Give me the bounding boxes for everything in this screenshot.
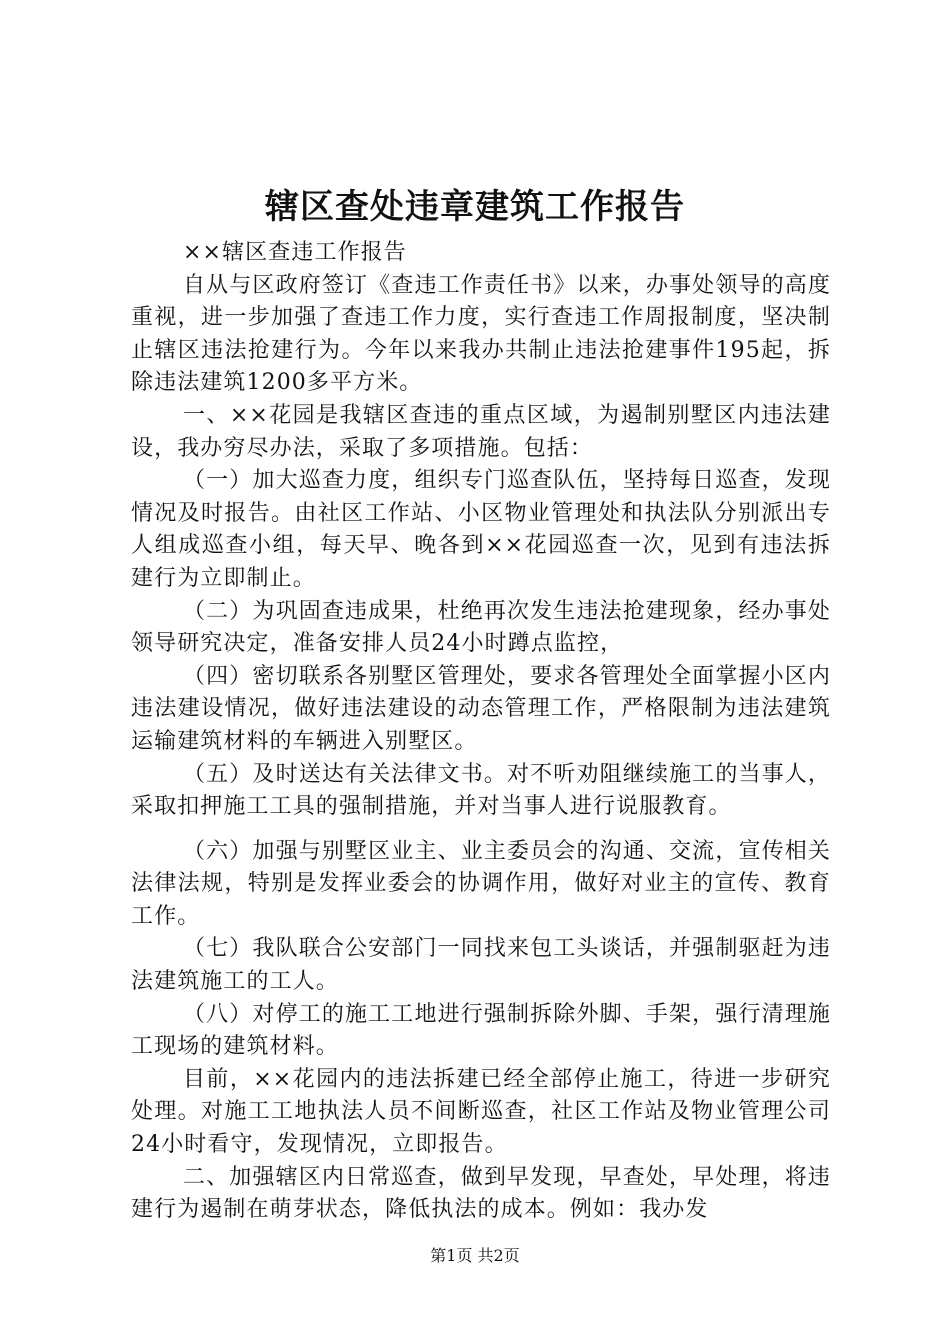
body-paragraph: （一）加大巡查力度，组织专门巡查队伍，坚持每日巡查，发现情况及时报告。由社区工作站、小区物业管理处和执法队分别派出专人组成巡查小组，每天早、晚各到××花园巡查一次，见到有违法拆建行为立即制止。 (131, 468, 831, 591)
body-paragraph: （二）为巩固查违成果，杜绝再次发生违法抢建现象，经办事处领导研究决定，准备安排人员24小时蹲点监控， (131, 598, 831, 657)
page-footer: 第1页 共2页 (430, 1246, 520, 1265)
body-paragraph: 自从与区政府签订《查违工作责任书》以来，办事处领导的高度重视，进一步加强了查违工作力度，实行查违工作周报制度，坚决制止辖区违法抢建行为。今年以来我办共制止违法抢建事件195起，拆除违法建筑1200多平方米。 (131, 272, 831, 396)
body-paragraph: 一、××花园是我辖区查违的重点区域，为遏制别墅区内违法建设，我办穷尽办法，采取了多项措施。包括： (131, 402, 831, 461)
body-paragraph: 目前，××花园内的违法拆建已经全部停止施工，待进一步研究处理。对施工工地执法人员不间断巡查，社区工作站及物业管理公司24小时看守，发现情况，立即报告。 (131, 1066, 831, 1158)
body-paragraph: （八）对停工的施工工地进行强制拆除外脚、手架，强行清理施工现场的建筑材料。 (131, 1001, 831, 1060)
body-paragraph: （四）密切联系各别墅区管理处，要求各管理处全面掌握小区内违法建设情况，做好违法建设的动态管理工作，严格限制为违法建筑运输建筑材料的车辆进入别墅区。 (131, 663, 831, 754)
body-paragraph: ××辖区查违工作报告 (183, 240, 407, 265)
body-paragraph: （五）及时送达有关法律文书。对不听劝阻继续施工的当事人，采取扣押施工工具的强制措施，并对当事人进行说服教育。 (131, 761, 831, 820)
document-title: 辖区查处违章建筑工作报告 (265, 187, 685, 227)
document-body (131, 237, 831, 1227)
body-paragraph: （七）我队联合公安部门一同找来包工头谈话，并强制驱赶为违法建筑施工的工人。 (131, 936, 831, 995)
body-paragraph: 二、加强辖区内日常巡查，做到早发现，早查处，早处理，将违建行为遏制在萌芽状态，降低执法的成本。例如：我办发 (131, 1164, 831, 1223)
body-paragraph: （六）加强与别墅区业主、业主委员会的沟通、交流，宣传相关法律法规，特别是发挥业委会的协调作用，做好对业主的宣传、教育工作。 (131, 838, 831, 929)
